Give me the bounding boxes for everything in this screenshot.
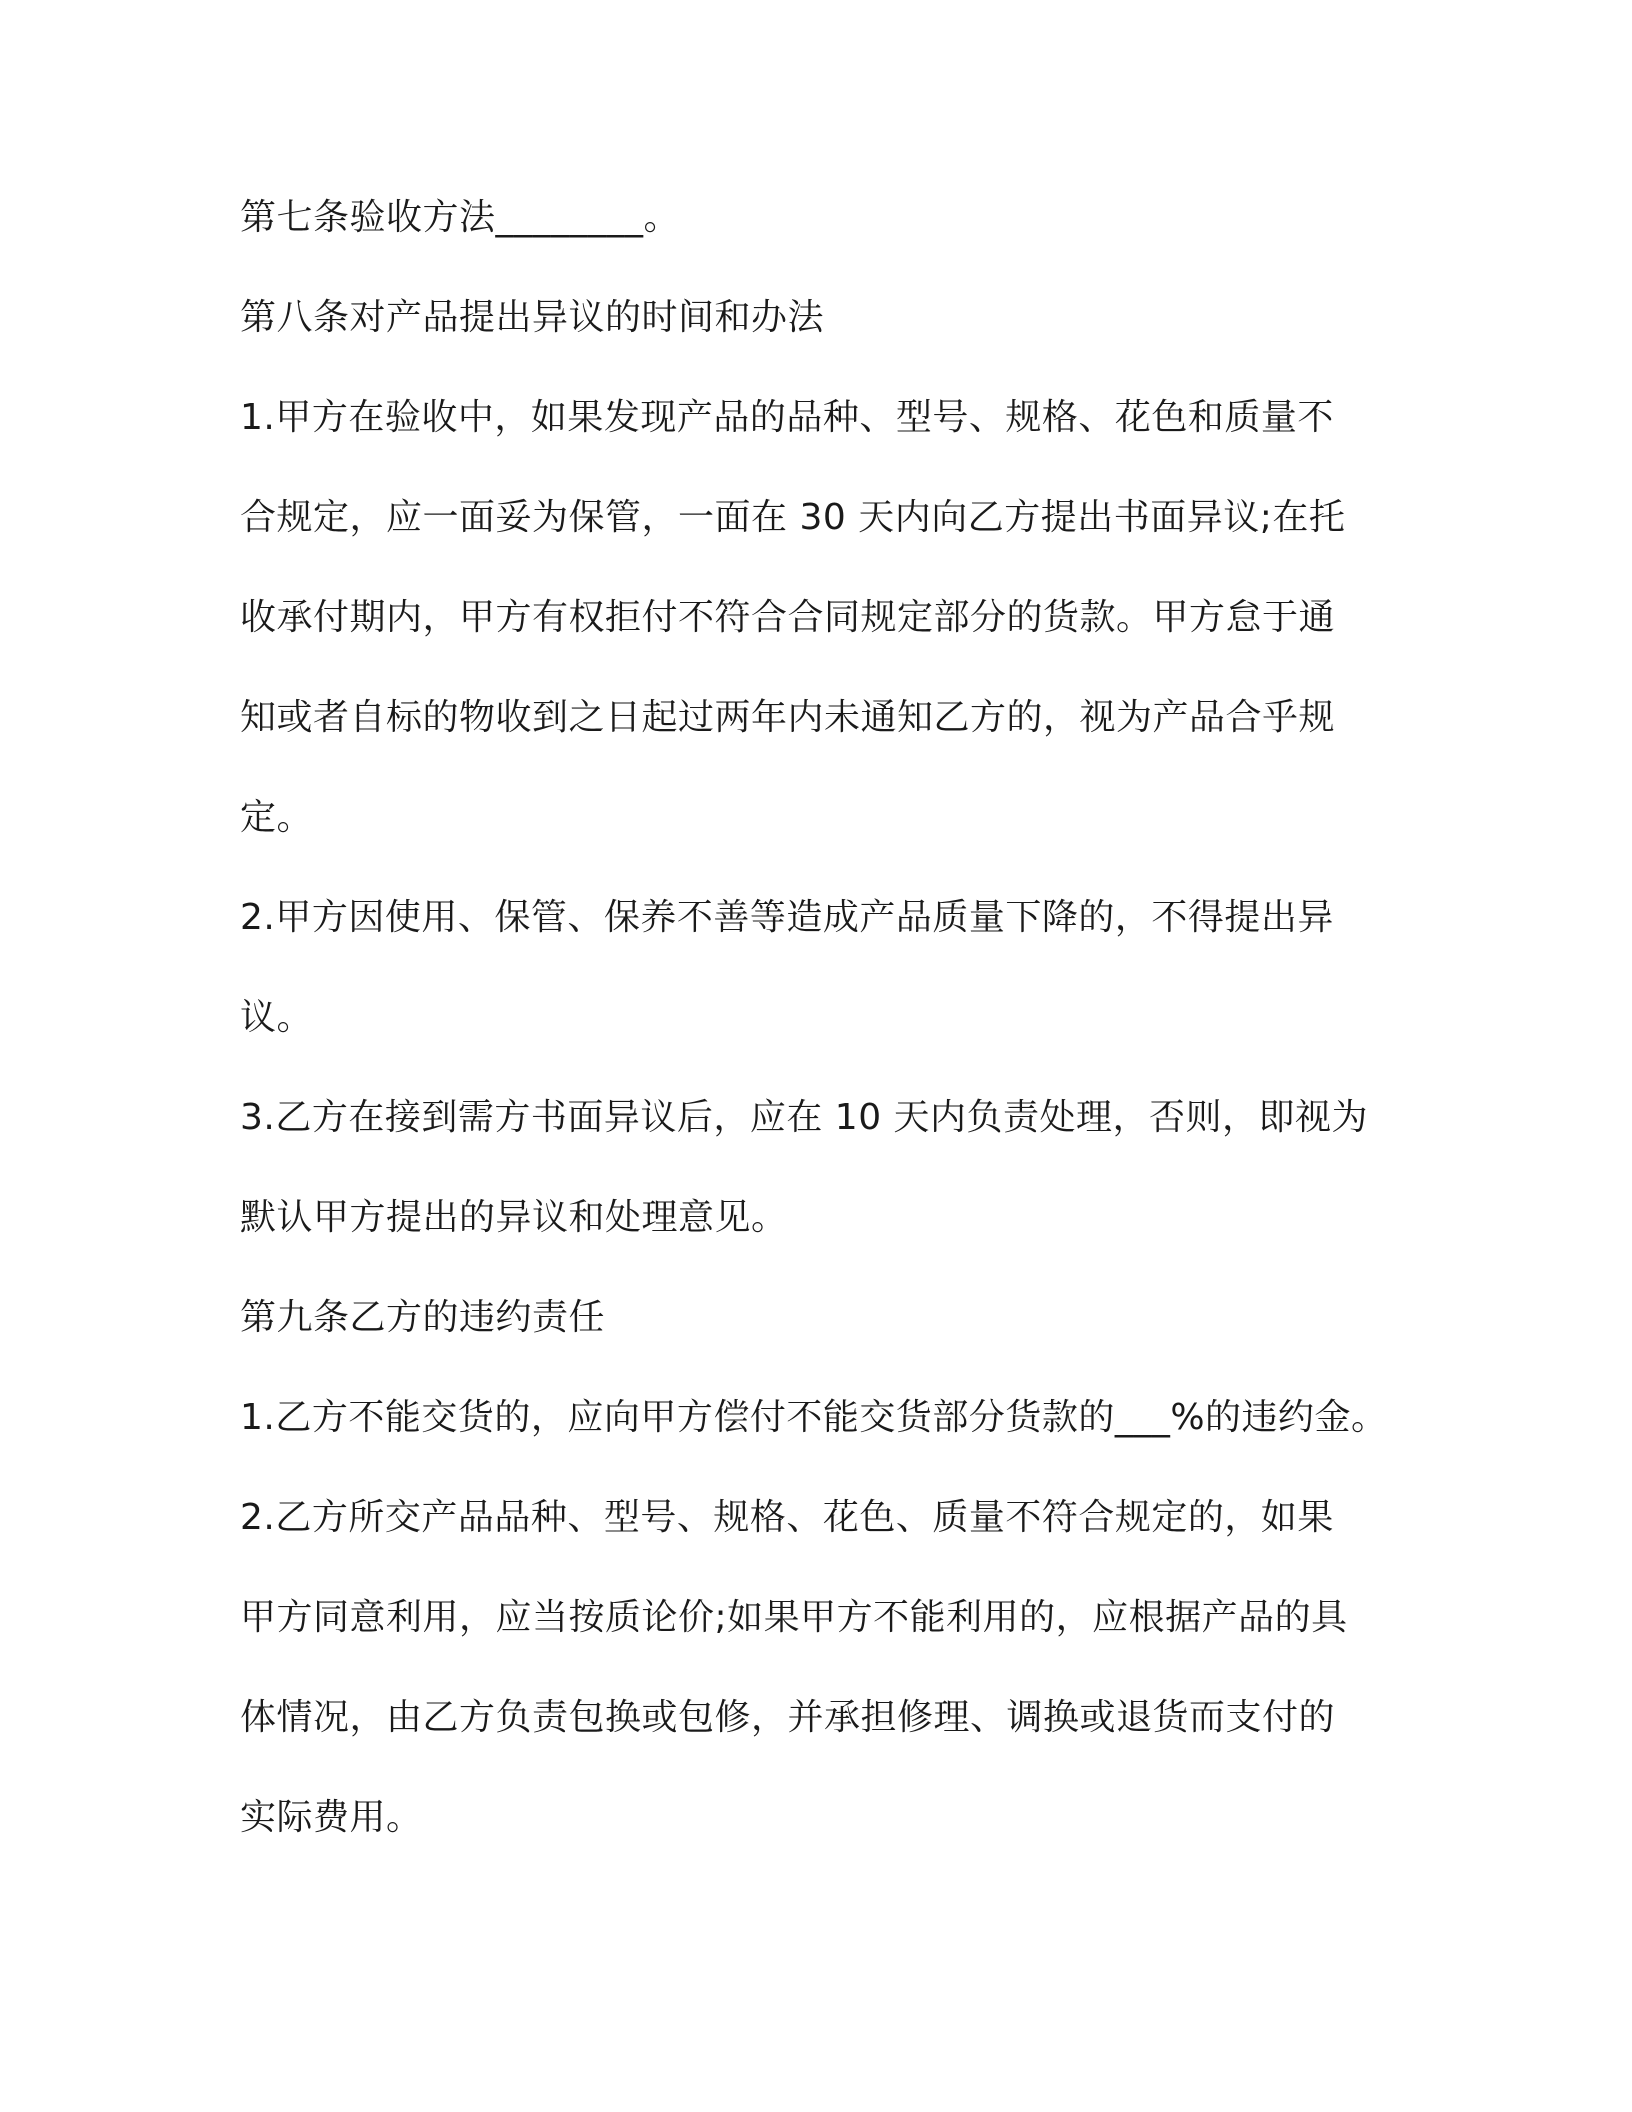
paragraph-line: 定。: [240, 797, 314, 838]
paragraph-line: 1.乙方不能交货的，应向甲方偿付不能交货部分货款的___%的违约金。: [240, 1397, 1388, 1438]
paragraph-line: 体情况，由乙方负责包换或包修，并承担修理、调换或退货而支付的: [240, 1697, 1336, 1738]
paragraph-line: 议。: [240, 997, 314, 1038]
paragraph-line: 实际费用。: [240, 1797, 423, 1838]
contract-text: [240, 188, 1500, 1888]
article-9-heading: 第九条乙方的违约责任: [240, 1297, 606, 1338]
paragraph-line: 1.甲方在验收中，如果发现产品的品种、型号、规格、花色和质量不: [240, 397, 1334, 438]
article-7-heading: 第七条验收方法________。: [240, 197, 681, 238]
article-8-heading: 第八条对产品提出异议的时间和办法: [240, 297, 825, 338]
paragraph-line: 合规定，应一面妥为保管，一面在 30 天内向乙方提出书面异议;在托: [240, 497, 1346, 538]
paragraph-line: 3.乙方在接到需方书面异议后，应在 10 天内负责处理，否则，即视为: [240, 1097, 1369, 1138]
paragraph-line: 2.乙方所交产品品种、型号、规格、花色、质量不符合规定的，如果: [240, 1497, 1334, 1538]
paragraph-line: 2.甲方因使用、保管、保养不善等造成产品质量下降的，不得提出异: [240, 897, 1334, 938]
paragraph-line: 知或者自标的物收到之日起过两年内未通知乙方的，视为产品合乎规: [240, 697, 1336, 738]
paragraph-line: 甲方同意利用，应当按质论价;如果甲方不能利用的，应根据产品的具: [240, 1597, 1348, 1638]
paragraph-line: 默认甲方提出的异议和处理意见。: [240, 1197, 788, 1238]
paragraph-line: 收承付期内，甲方有权拒付不符合合同规定部分的货款。甲方怠于通: [240, 597, 1336, 638]
